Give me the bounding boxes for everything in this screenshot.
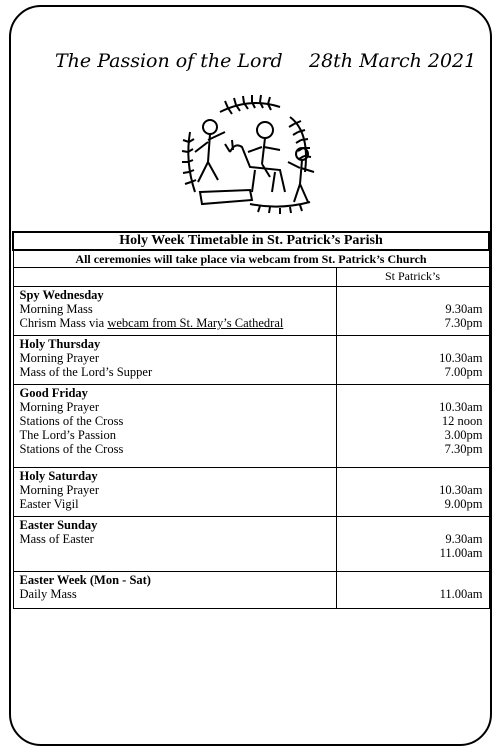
event-time: 9.30am (445, 302, 483, 316)
day-cell (13, 336, 336, 385)
day-label: Good Friday (19, 386, 88, 400)
event-time: 10.30am (439, 400, 483, 414)
time-cell (336, 572, 489, 609)
event-name-prefix: Chrism Mass via (19, 316, 108, 330)
palm-sunday-illustration (180, 92, 340, 217)
table-heading: Holy Week Timetable in St. Patrick’s Parish (13, 232, 489, 250)
event-name: Mass of Easter (19, 532, 94, 546)
day-label: Spy Wednesday (19, 288, 104, 302)
event-time: 9.00pm (444, 497, 483, 511)
event-name (20, 316, 330, 330)
event-name: Morning Mass (19, 302, 93, 316)
day-label: Holy Thursday (19, 337, 101, 351)
table-subheading: All ceremonies will take place via webcam from St. Patrick’s Church (13, 250, 489, 268)
time-cell (336, 287, 489, 336)
event-time: 10.30am (439, 483, 483, 497)
time-cell (336, 517, 489, 572)
page-title: The Passion of the Lord (55, 50, 283, 72)
cathedral-webcam-link[interactable]: webcam from St. Mary’s Cathedral (107, 316, 284, 330)
event-name: Morning Prayer (19, 351, 99, 365)
event-name: Morning Prayer (19, 483, 99, 497)
day-cell (13, 468, 336, 517)
event-name: Easter Vigil (19, 497, 79, 511)
day-label: Holy Saturday (19, 469, 98, 483)
event-name: Daily Mass (19, 587, 77, 601)
event-time: 7.00pm (444, 365, 483, 379)
day-cell (13, 287, 336, 336)
event-time: 11.00am (439, 546, 483, 560)
day-cell (13, 385, 336, 468)
day-label: Easter Sunday (19, 518, 98, 532)
table-row (13, 517, 489, 572)
table-row (13, 572, 489, 609)
day-label: Easter Week (Mon - Sat) (19, 573, 151, 587)
event-time: 9.30am (445, 532, 483, 546)
event-time: 3.00pm (444, 428, 483, 442)
event-name: Morning Prayer (19, 400, 99, 414)
table-row (13, 336, 489, 385)
event-name: The Lord’s Passion (19, 428, 117, 442)
event-time: 7.30pm (444, 316, 483, 330)
blank-header-cell (13, 268, 336, 287)
event-name: Stations of the Cross (19, 442, 124, 456)
page-date: 28th March 2021 (309, 50, 477, 72)
timetable (12, 231, 490, 609)
day-cell (13, 517, 336, 572)
time-cell (336, 336, 489, 385)
event-time: 10.30am (439, 351, 483, 365)
event-time: 12 noon (441, 414, 483, 428)
table-row (13, 468, 489, 517)
time-cell (336, 468, 489, 517)
table-row (13, 385, 489, 468)
table-row (13, 287, 489, 336)
event-name: Stations of the Cross (19, 414, 124, 428)
time-cell (336, 385, 489, 468)
column-header-st-patricks: St Patrick’s (336, 268, 489, 287)
event-name: Mass of the Lord’s Supper (19, 365, 153, 379)
event-time: 7.30pm (444, 442, 483, 456)
day-cell (13, 572, 336, 609)
event-time: 11.00am (439, 587, 483, 601)
